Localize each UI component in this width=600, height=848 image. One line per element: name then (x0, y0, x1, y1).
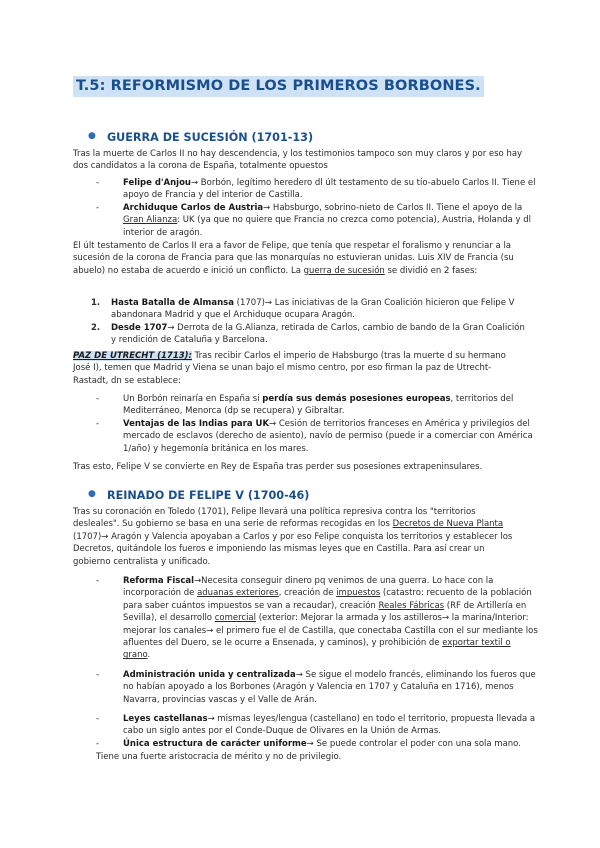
document-page: T.5: REFORMISMO DE LOS PRIMEROS BORBONES. ● GUERRA DE SUCESIÓN (1701-13) Tras la muerte de Carlos II no hay descendencia, y los testimonios tampoco son muy claros y por eso hay dos candidatos a la corona de España, totalmente opuestos - Felipe d'Anjou→ Borbón, legítimo heredero dl últ testamento de su tío-abuelo Carlos II. Tiene el apoyo de Francia y del interior de Castilla. - Archiduque Carlos de Austria→ Habsburgo, sobrino-nieto de Carlos II. Tiene el apoyo de la Gran Alianza: UK (ya que no quiere que Francia no crezca como potencia), Austria, Holanda y dl interior de aragón. El últ testamento de Carlos II era a favor de Felipe, que tenía que respetar el foralismo y renunciar a la sucesión de la corona de Francia para que las monarquías no estuvieran unidas. Luis XIV de Francia (su abuelo) no estaba de acuerdo e inició un conflicto. La guerra de sucesión se dividió en 2 fases: 1. Hasta Batalla de Almansa (1707)→ Las iniciativas de la Gran Coalición hicieron que Felipe V abandonara Madrid y que el Archiduque ocupara Aragón. 2. Desde 1707→ Derrota de la G.Alianza, retirada de Carlos, cambio de bando de la Gran Coalición y rendición de Cataluña y Barcelona. PAZ DE UTRECHT (1713): Tras recibir Carlos el imperio de Habsburgo (tras la muerte d su hermano José I), temen que Madrid y Viena se unan bajo el mismo centro, por eso firman la paz de Utrecht-Rastadt, dn se establece: - Un Borbón reinaría en España si perdía sus demás posesiones europeas, territorios del Mediterráneo, Menorca (dp se recupera) y Gibraltar. - Ventajas de las Indias para UK→ Cesión de territorios franceses en América y privilegios del mercado de esclavos (derecho de asiento), navío de permiso (puede ir a comerciar con América 1/año) y hegemonía británica en los mares. Tras esto, Felipe V se convierte en Rey de España tras perder sus posesiones extrapeninsulares. ● REINADO DE FELIPE V (1700-46) Tras su coronación en Toledo (1701), Felipe llevará una política represiva contra los "territorios desleales". Su gobierno se basa en una serie de reformas recogidas en los Decretos de Nueva Planta (1707)→ Aragón y Valencia apoyaban a Carlos y por eso Felipe conquista los territorios y establecer los Decretos, quitándole los fueros e imponiendo las mismas leyes que en Castilla. Para así crear un gobierno centralista y unificado. - Reforma Fiscal→Necesita conseguir dinero pq venimos de una guerra. Lo hace con la incorporación de aduanas exteriores, creación de impuestos (catastro: recuento de la población para saber cuántos impuestos se van a recaudar), creación Reales Fábricas (RF de Artillería en Sevilla), el desarrollo comercial (exterior: Mejorar la armada y los astilleros→ la marina/Interior: mejorar los canales→ el primero fue el de Castilla, que conectaba Castilla con el sur mediante los afluentes del Duero, se le ocurre a Ensenada, y caminos), y prohibición de exportar textil o grano. - Administración unida y centralizada→ Se sigue el modelo francés, eliminando los fueros que no habían apoyado a los Borbones (Aragón y Valencia en 1707 y Cataluña en 1716), menos Navarra, provincias vascas y el Valle de Arán. - Leyes castellanas→ mismas leyes/lengua (castellano) en todo el territorio, propuesta llevada a cabo un siglo antes por el Conde-Duque de Olivares en la Unión de Armas. - Única estructura de carácter uniforme→ Se puede controlar el poder con una sola mano. Tiene una fuerte aristocracia de mérito y no de privilegio. (0, 0, 600, 848)
decretos-link: Decretos de Nueva Planta (392, 519, 504, 530)
gran-alianza-link: Gran Alianza (123, 215, 178, 226)
testament-paragraph: El últ testamento de Carlos II era a favor de Felipe, que tenía que respetar el foralismo y renunciar a la sucesión de la corona de Francia para que las monarquías no estuvieran unidas. Luis XIV de Francia (su abuelo) no estaba de acuerdo e inició un conflicto. La guerra de sucesión se dividió en 2 fases: (73, 241, 514, 276)
section1-closing: Tras esto, Felipe V se convierte en Rey de España tras perder sus posesiones extrapeninsulares. (73, 462, 483, 472)
bullet-icon: ● (88, 489, 96, 499)
bullet-icon: ● (88, 131, 96, 141)
document-title: T.5: REFORMISMO DE LOS PRIMEROS BORBONES. (73, 76, 484, 97)
paz-utrecht-label: PAZ DE UTRECHT (1713): (73, 351, 192, 361)
section2-closing: Tiene una fuerte aristocracia de mérito y no de privilegio. (96, 752, 342, 762)
paz-utrecht-paragraph: PAZ DE UTRECHT (1713): Tras recibir Carlos el imperio de Habsburgo (tras la muerte d su hermano José I), temen que Madrid y Viena se unan bajo el mismo centro, por eso firman la paz de Utrecht-Rastadt, dn se establece: (73, 351, 506, 386)
intro-paragraph: Tras la muerte de Carlos II no hay descendencia, y los testimonios tampoco son muy claros y por eso hay dos candidatos a la corona de España, totalmente opuestos (73, 149, 523, 172)
reinado-intro: Tras su coronación en Toledo (1701), Felipe llevará una política represiva contra los "territorios desleales". Su gobierno se basa en una serie de reformas recogidas en los Decretos de Nueva Planta (1707)→ Aragón y Valencia apoyaban a Carlos y por eso Felipe conquista los territorios y establecer los Decretos, quitándole los fueros e imponiendo las mismas leyes que en Castilla. Para así crear un gobierno centralista y unificado. (73, 507, 513, 567)
